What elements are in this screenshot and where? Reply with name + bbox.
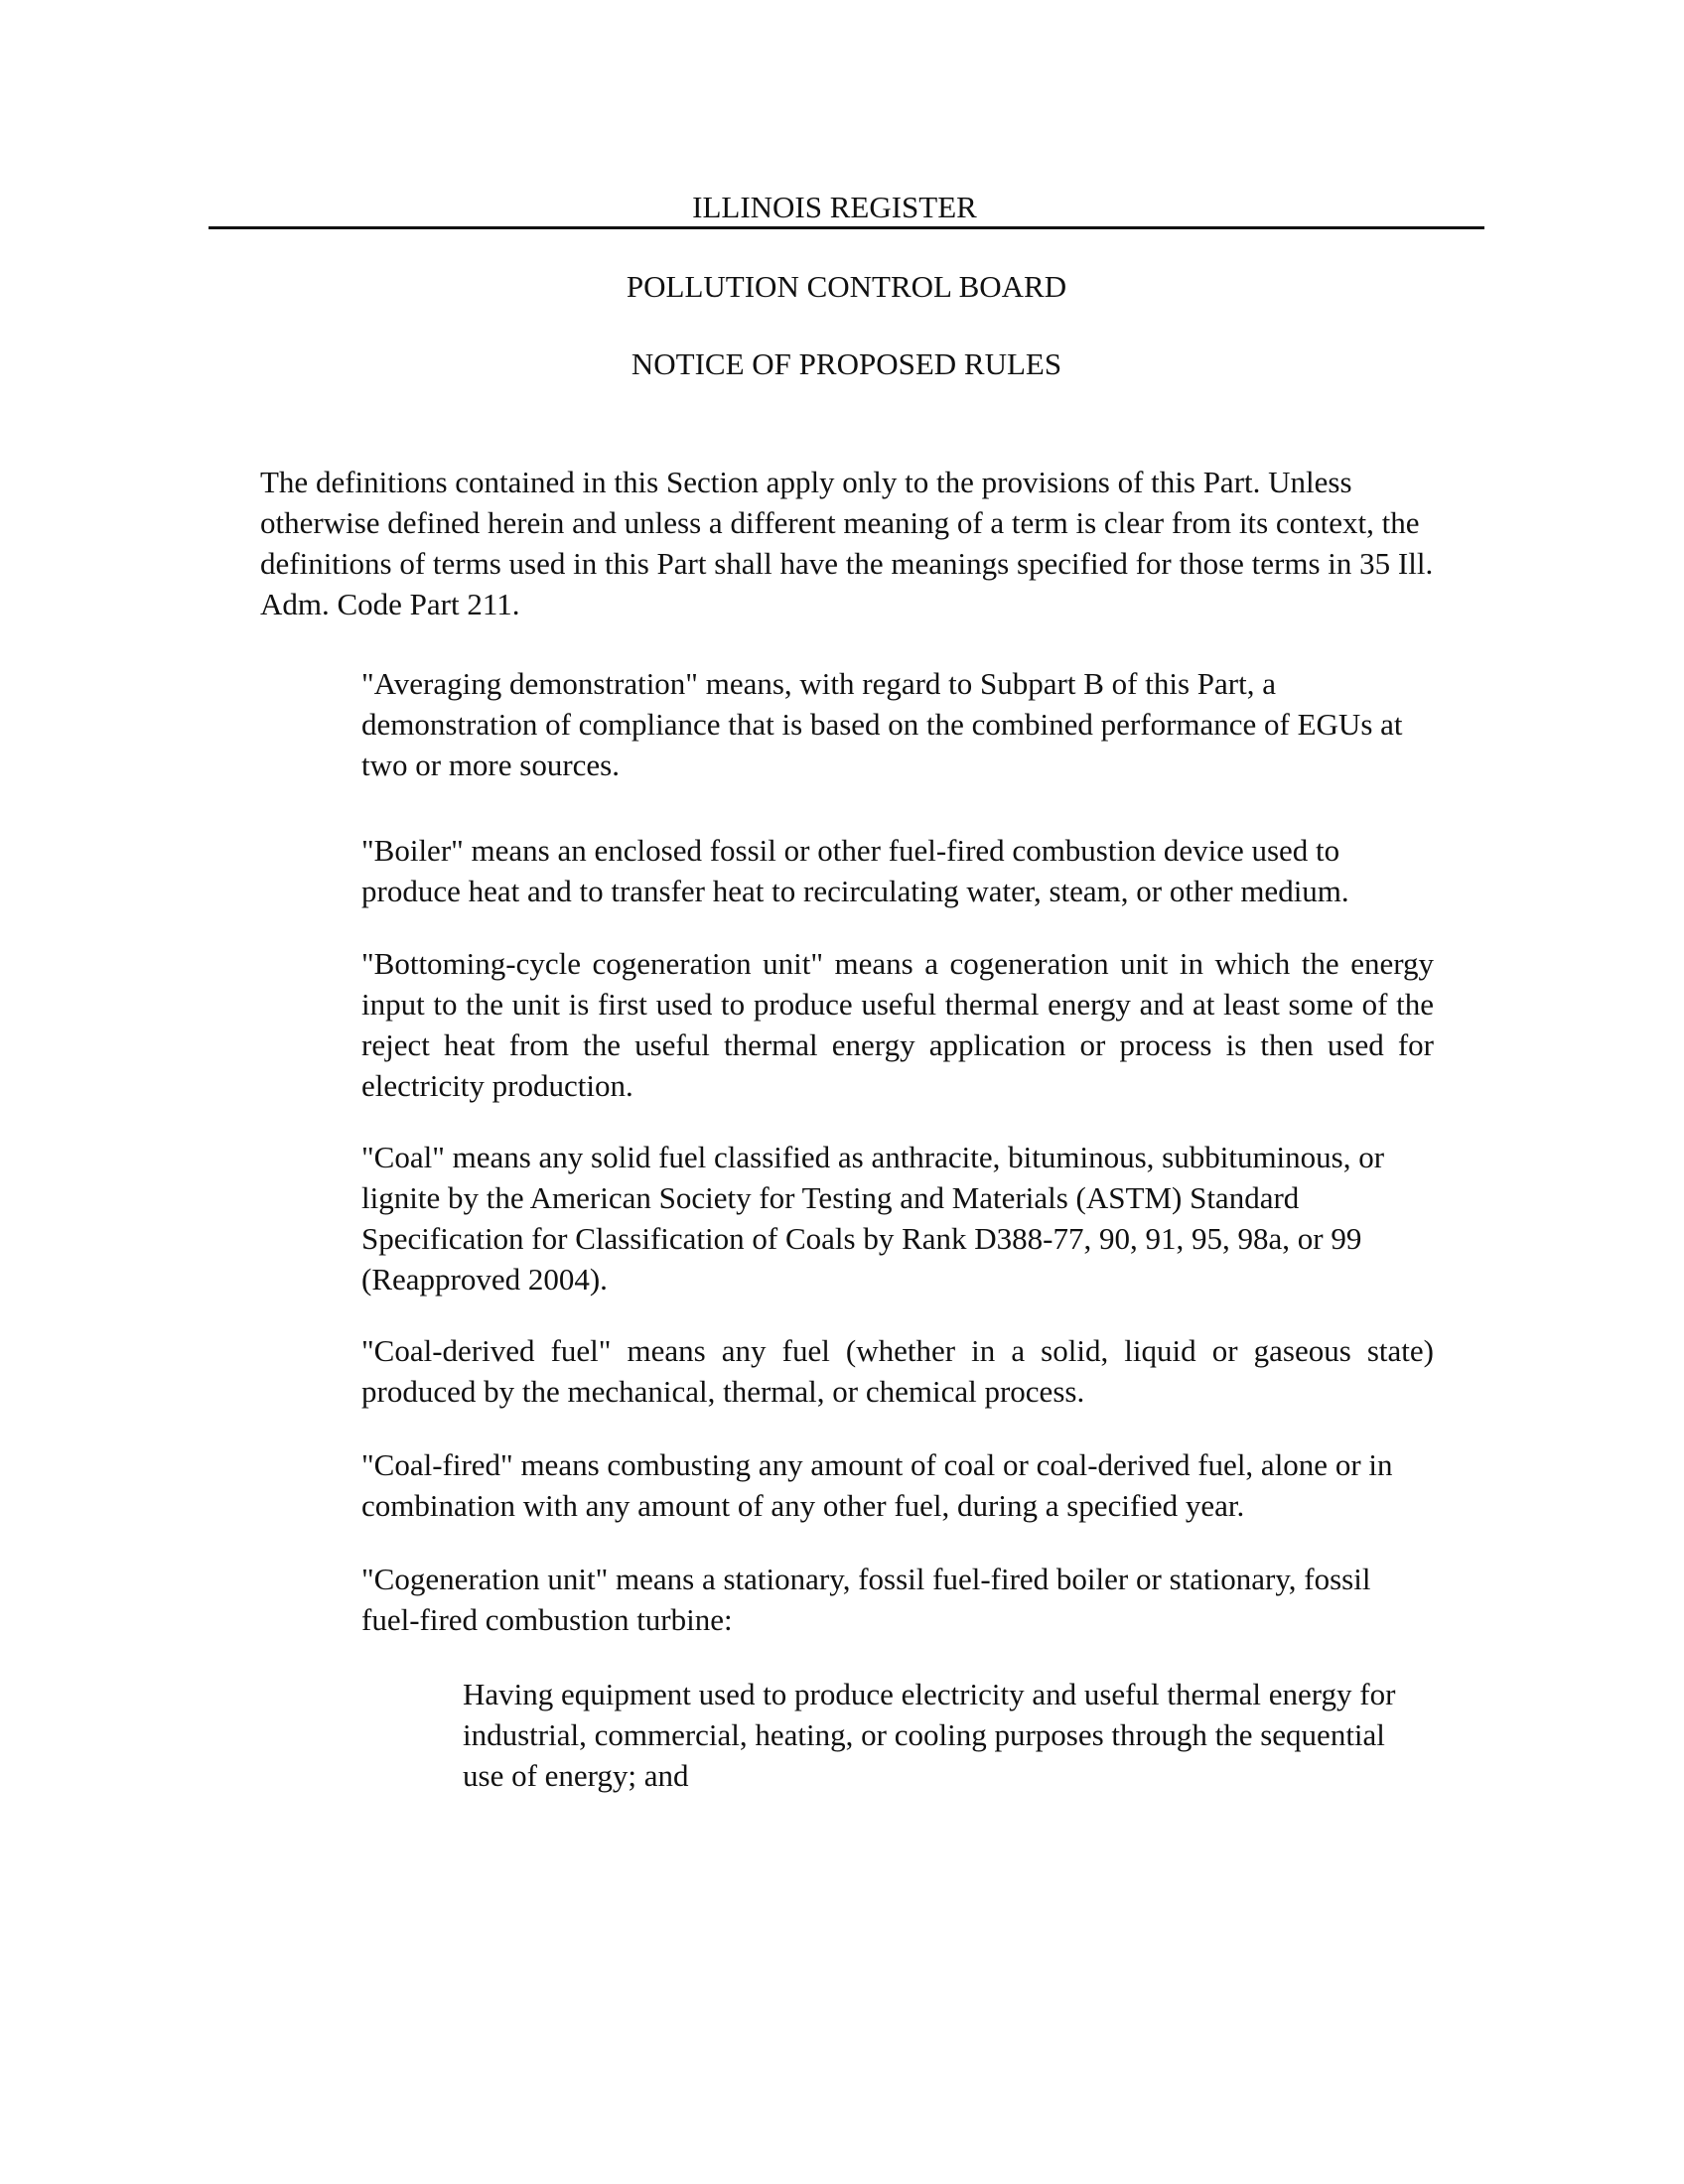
definition-cogeneration-unit: "Cogeneration unit" means a stationary, fossil fuel-fired boiler or stationary, fossil fuel-fired combustion turbine: <box>361 1562 1371 1637</box>
definition-bottoming-cycle: "Bottoming-cycle cogeneration unit" means a cogeneration unit in which the energy input to the unit is first used to produce useful thermal energy and at least some of the reject heat from the useful thermal energy application or process is then used for electricity production. <box>361 946 1434 1103</box>
intro-paragraph: The definitions contained in this Section apply only to the provisions of this Part. Unless otherwise defined herein and unless a different meaning of a term is clear from its context, the definitions of terms used in this Part shall have the meanings specified for those terms in 35 Ill. Adm. Code Part 211. <box>260 465 1434 621</box>
board-title: POLLUTION CONTROL BOARD <box>626 269 1067 304</box>
register-title: ILLINOIS REGISTER <box>692 190 977 224</box>
notice-title: NOTICE OF PROPOSED RULES <box>631 346 1062 381</box>
definition-coal: "Coal" means any solid fuel classified as anthracite, bituminous, subbituminous, or lignite by the American Society for Testing and Materials (ASTM) Standard Specification for Classification of Coals by Rank D388-77, 90, 91, 95, 98a, or 99 (Reapproved 2004). <box>361 1140 1385 1297</box>
definition-coal-fired: "Coal-fired" means combusting any amount of coal or coal-derived fuel, alone or in combination with any amount of any other fuel, during a specified year. <box>361 1447 1393 1523</box>
definition-coal-derived-fuel: "Coal-derived fuel" means any fuel (whether in a solid, liquid or gaseous state) produced by the mechanical, thermal, or chemical process. <box>361 1333 1434 1409</box>
definition-boiler: "Boiler" means an enclosed fossil or other fuel-fired combustion device used to produce heat and to transfer heat to recirculating water, steam, or other medium. <box>361 833 1349 908</box>
register-header <box>209 189 1484 229</box>
definition-averaging-demonstration: "Averaging demonstration" means, with regard to Subpart B of this Part, a demonstration of compliance that is based on the combined performance of EGUs at two or more sources. <box>361 666 1403 782</box>
cogeneration-subitem: Having equipment used to produce electricity and useful thermal energy for industrial, commercial, heating, or cooling purposes through the sequential use of energy; and <box>463 1677 1396 1793</box>
